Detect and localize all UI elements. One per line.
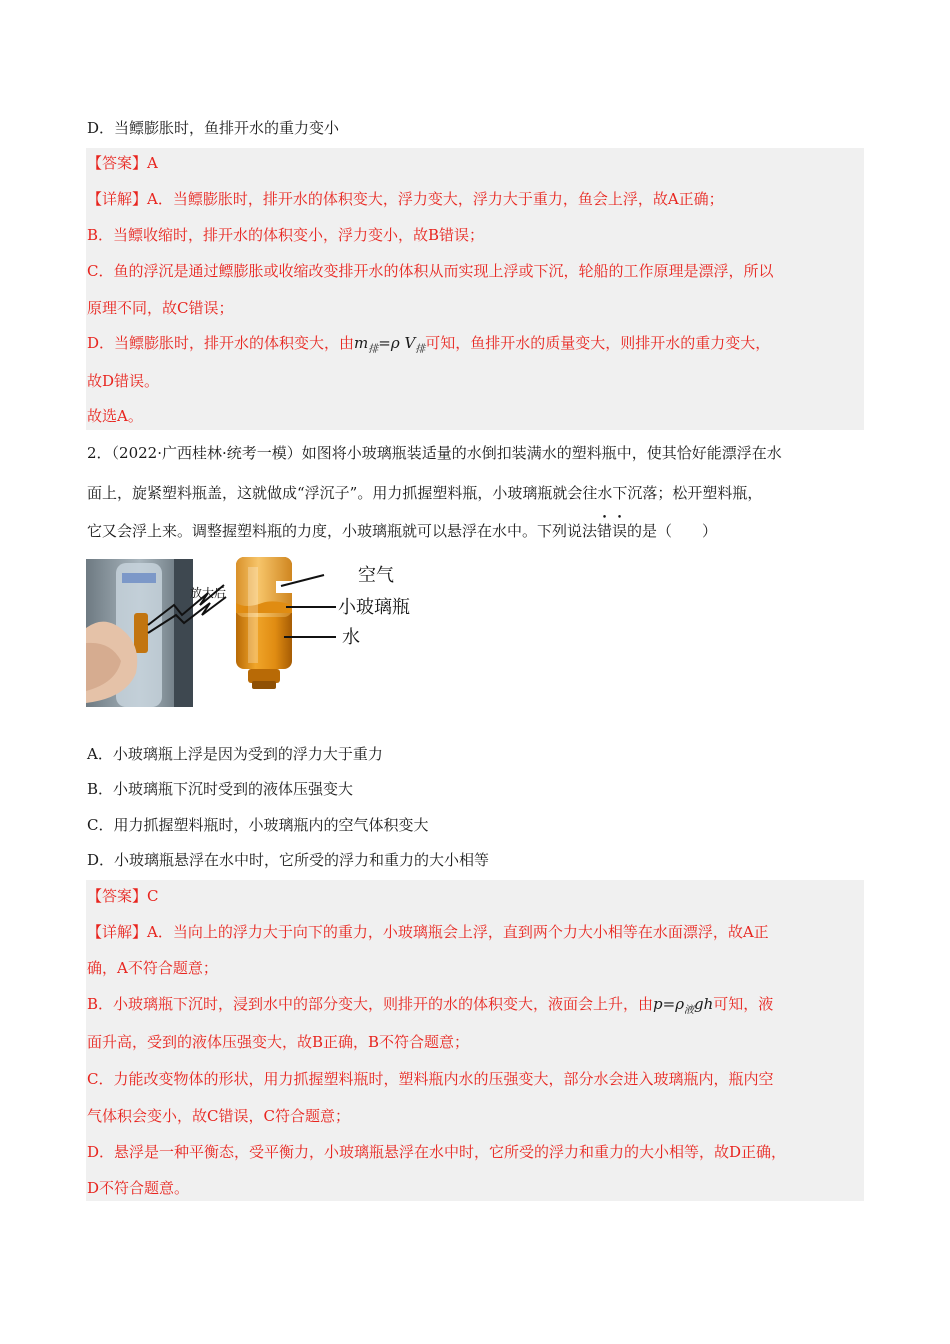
q2-detail-d2: D不符合题意。 — [87, 1179, 190, 1197]
q2-option-b: B．小玻璃瓶下沉时受到的液体压强变大 — [87, 780, 354, 798]
label-water: 水 — [342, 627, 360, 648]
q2-detail-a1: 【详解】A．当向上的浮力大于向下的重力，小玻璃瓶会上浮，直到两个力大小相等在水面漂浮，故A正 — [87, 923, 769, 941]
q1-detail-d1 — [87, 333, 770, 360]
q2-detail-label: 【详解】 — [87, 923, 148, 941]
label-small-bottle: 小玻璃瓶 — [338, 597, 410, 618]
q2-option-c: C．用力抓握塑料瓶时，小玻璃瓶内的空气体积变大 — [87, 816, 429, 834]
q2-detail-c2: 气体积会变小，故C错误，C符合题意； — [87, 1107, 350, 1125]
q2-formula: $p=\rho_液gh$ — [653, 995, 714, 1016]
emphasis-char-2: 误 — [612, 522, 628, 540]
q1-detail-b: B．当鳔收缩时，排开水的体积变小，浮力变小，故B错误； — [87, 226, 485, 244]
q2-detail-d1: D．悬浮是一种平衡态，受平衡力，小玻璃瓶悬浮在水中时，它所受的浮力和重力的大小相等，故D正确， — [87, 1143, 787, 1161]
q1-detail-c2: 原理不同，故C错误； — [87, 299, 234, 317]
label-air: 空气 — [358, 565, 394, 586]
q1-answer: 【答案】A — [87, 154, 158, 172]
emphasis-char-1: 错 — [597, 522, 613, 540]
q1-conclusion: 故选A。 — [87, 407, 143, 425]
cartesian-diver-figure — [86, 553, 431, 708]
q2-stem-line2: 面上，旋紧塑料瓶盖，这就做成“浮沉子”。用力抓握塑料瓶，小玻璃瓶就会往水下沉落；松开塑料瓶， — [87, 484, 763, 502]
q1-detail-a — [87, 189, 724, 209]
q2-detail-c1: C．力能改变物体的形状，用力抓握塑料瓶时，塑料瓶内水的压强变大，部分水会进入玻璃瓶内，瓶内空 — [87, 1070, 774, 1088]
q2-option-d: D．小玻璃瓶悬浮在水中时，它所受的浮力和重力的大小相等 — [87, 851, 490, 869]
q2-answer: 【答案】C — [87, 887, 159, 905]
q2-stem-line1: 2．（2022·广西桂林·统考一模）如图将小玻璃瓶装适量的水倒扣装满水的塑料瓶中，使其恰好能漂浮在水 — [87, 444, 782, 462]
photo-hand-bottle — [86, 559, 193, 707]
q1-detail-d2: 故D错误。 — [87, 372, 160, 390]
q2-detail-b2: 面升高，受到的液体压强变大，故B正确，B不符合题意； — [87, 1033, 470, 1051]
figure-illustration — [86, 553, 431, 708]
q1-detail-d1-pre: D．当鳔膨胀时，排开水的体积变大，由 — [87, 334, 355, 352]
q1-formula: $m_排=\rho$ $V_排$ — [354, 334, 426, 355]
q1-detail-a-text: A．当鳔膨胀时，排开水的体积变大，浮力变大，浮力大于重力，鱼会上浮，故A正确； — [147, 190, 724, 208]
q1-detail-d1-post: 可知，鱼排开水的质量变大，则排开水的重力变大， — [425, 334, 771, 352]
q1-detail-c1: C．鱼的浮沉是通过鳔膨胀或收缩改变排开水的体积从而实现上浮或下沉，轮船的工作原理是漂浮，所以 — [87, 262, 774, 280]
q2-stem-line3: 它又会浮上来。调整握塑料瓶的力度，小玻璃瓶就可以悬浮在水中。下列说法错误的是（ ） — [87, 522, 718, 540]
q2-detail-a2: 确，A不符合题意； — [87, 959, 218, 977]
q1-option-d: D．当鳔膨胀时，鱼排开水的重力变小 — [87, 119, 340, 137]
q2-detail-b1: B．小玻璃瓶下沉时，浸到水中的部分变大，则排开的水的体积变大，液面会上升，由$p=\rho_液gh$可知，液 — [87, 995, 774, 1016]
q2-option-a: A．小玻璃瓶上浮是因为受到的浮力大于重力 — [87, 745, 383, 763]
zoom-label: 放大后 — [190, 586, 227, 600]
q1-detail-label: 【详解】 — [87, 190, 148, 208]
enlarged-bottle — [236, 557, 298, 689]
